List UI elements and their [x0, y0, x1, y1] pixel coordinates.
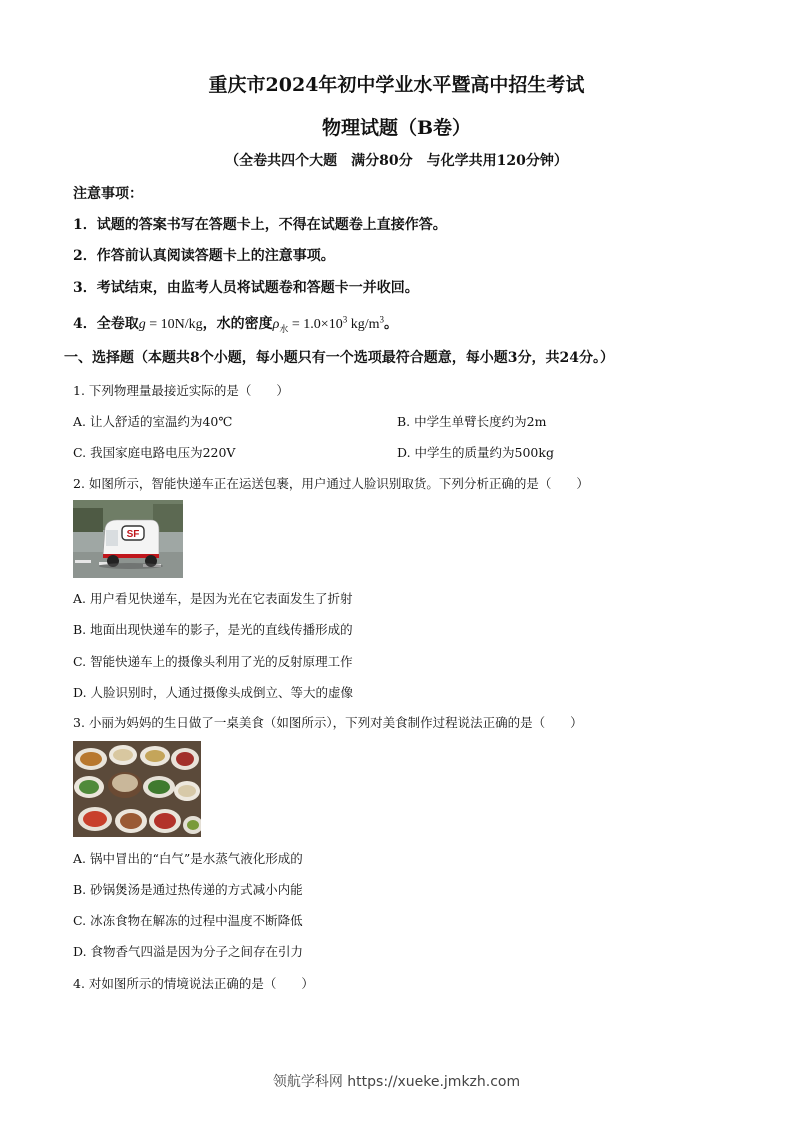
note-item-4-end: 。 [383, 316, 398, 332]
question-2-option-d: D. 人脸识别时，人通过摄像头成倒立、等大的虚像 [73, 685, 354, 700]
question-2-stem: 2. 如图所示，智能快递车正在运送包裹，用户通过人脸识别取货。下列分析正确的是（ ） [73, 476, 589, 491]
question-3-stem: 3. 小丽为妈妈的生日做了一桌美食（如图所示），下列对美食制作过程说法正确的是（ ） [73, 715, 583, 730]
note-item-4 [73, 313, 398, 335]
question-1-option-b: B. 中学生单臂长度约为2m [397, 414, 547, 429]
question-2-option-c: C. 智能快递车上的摄像头利用了光的反射原理工作 [73, 654, 353, 669]
note-item-3: 3．考试结束，由监考人员将试题卷和答题卡一并收回。 [73, 280, 419, 296]
exam-title: 重庆市2024年初中学业水平暨高中招生考试 [208, 74, 585, 96]
food-table-photo [73, 741, 201, 837]
exam-subtitle: 物理试题（B卷） [321, 117, 472, 139]
note-item-1: 1．试题的答案书写在答题卡上，不得在试题卷上直接作答。 [73, 217, 447, 233]
question-2-option-a: A. 用户看见快递车，是因为光在它表面发生了折射 [73, 591, 353, 606]
density-symbol: ρ [272, 317, 280, 332]
question-3-option-b: B. 砂锅煲汤是通过热传递的方式减小内能 [73, 882, 303, 897]
question-2-option-b: B. 地面出现快递车的影子，是光的直线传播形成的 [73, 622, 353, 637]
gravity-value: = 10N/kg [145, 317, 203, 332]
question-3-option-c: C. 冰冻食物在解冻的过程中温度不断降低 [73, 913, 303, 928]
section-heading: 一、选择题（本题共8个小题，每小题只有一个选项最符合题意，每小题3分，共24分。） [64, 350, 614, 366]
note-item-2: 2．作答前认真阅读答题卡上的注意事项。 [73, 248, 335, 264]
question-3-option-a: A. 锅中冒出的“白气”是水蒸气液化形成的 [73, 851, 303, 866]
delivery-vehicle-illustration [73, 500, 183, 578]
sf-logo: SF [126, 529, 140, 540]
gravity-symbol: g [138, 317, 146, 332]
density-unit: kg/m [347, 317, 380, 332]
note-item-4-prefix: 4．全卷取 [73, 316, 139, 332]
question-1-stem: 1. 下列物理量最接近实际的是（ ） [73, 383, 289, 398]
food-table-illustration [73, 741, 201, 837]
question-1-option-d: D. 中学生的质量约为500kg [397, 445, 554, 460]
note-item-4-mid: ，水的密度 [202, 316, 273, 332]
density-subscript: 水 [279, 323, 289, 334]
exam-info: （全卷共四个大题 满分80分 与化学共用120分钟） [225, 153, 568, 169]
question-1-option-c: C. 我国家庭电路电压为220V [73, 445, 236, 460]
question-4-stem: 4. 对如图所示的情境说法正确的是（ ） [73, 976, 314, 991]
density-value: = 1.0×10 [288, 317, 343, 332]
footer-watermark: 领航学科网 https://xueke.jmkzh.com [272, 1074, 521, 1090]
notes-heading: 注意事项： [73, 186, 143, 202]
delivery-vehicle-photo [73, 500, 183, 578]
density-exponent: 3 [342, 314, 348, 325]
question-3-option-d: D. 食物香气四溢是因为分子之间存在引力 [73, 944, 304, 959]
density-unit-exponent: 3 [379, 314, 384, 325]
question-1-option-a: A. 让人舒适的室温约为40℃ [73, 414, 233, 429]
